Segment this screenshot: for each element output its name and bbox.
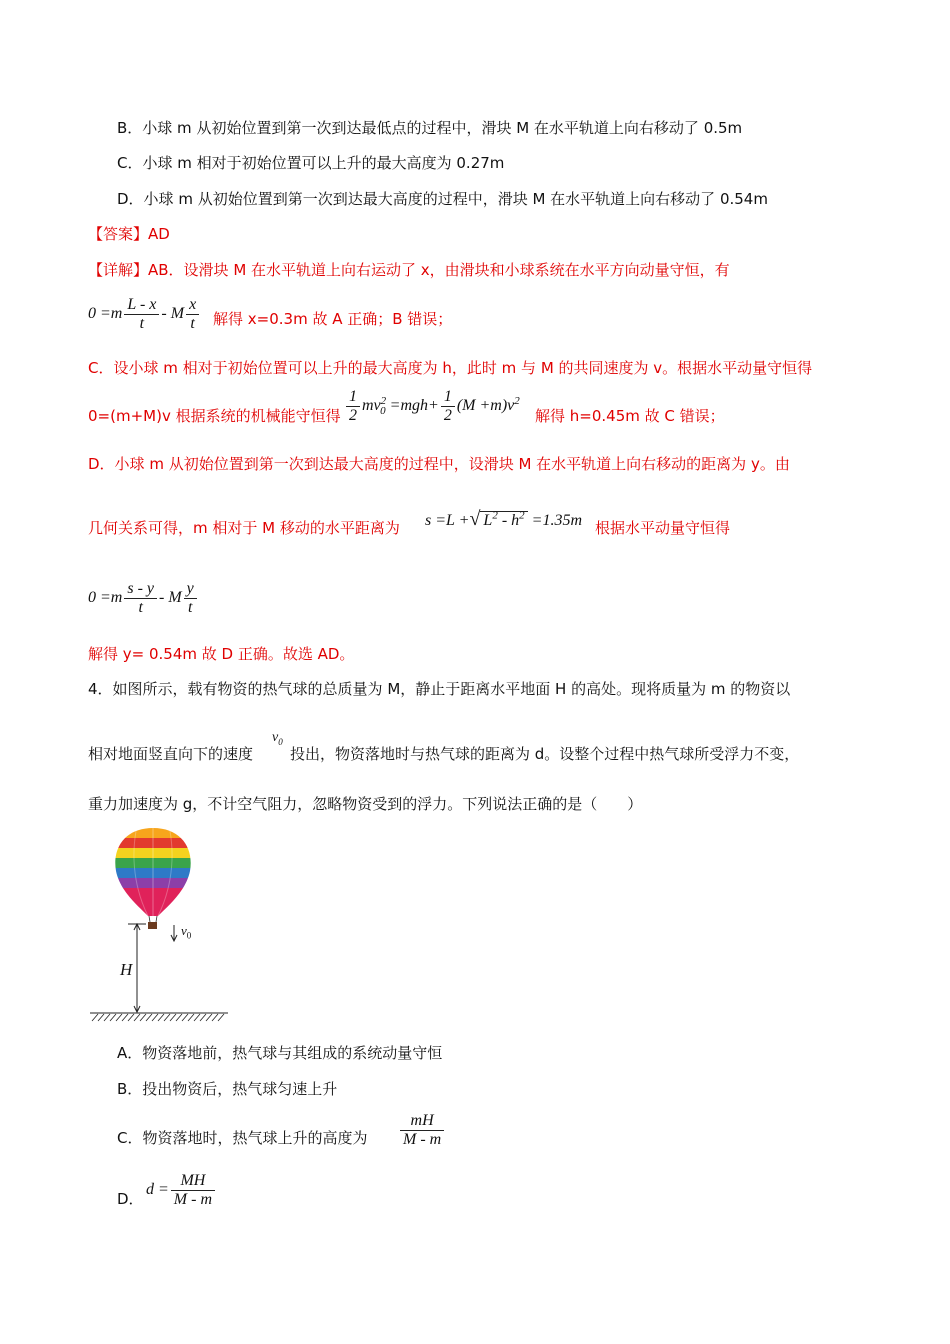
balloon-basket	[148, 922, 157, 929]
q4-option-c: C．物资落地时，热气球上升的高度为	[117, 1129, 368, 1147]
explain-d-result: 解得 y= 0.54m 故 D 正确。故选 AD。	[88, 645, 355, 663]
q3-option-b: B．小球 m 从初始位置到第一次到达最低点的过程中，滑块 M 在水平轨道上向右移动了 0.5m	[117, 119, 743, 137]
explain-d-geom-tail: 根据水平动量守恒得	[595, 519, 731, 537]
explain-d-geom: 几何关系可得，m 相对于 M 移动的水平距离为	[88, 519, 400, 537]
q4-line3: 重力加速度为 g，不计空气阻力，忽略物资受到的浮力。下列说法正确的是（ ）	[88, 795, 643, 813]
q3-option-d: D．小球 m 从初始位置到第一次到达最大高度的过程中，滑块 M 在水平轨道上向右移动了 0.54m	[117, 190, 768, 208]
explain-c-momentum: 0=(m+M)v 根据系统的机械能守恒得	[88, 407, 341, 425]
hot-air-balloon-figure	[86, 826, 236, 1026]
explain-ab-intro: 【详解】AB．设滑块 M 在水平轨道上向右运动了 x，由滑块和小球系统在水平方向动量守恒，有	[88, 261, 730, 279]
q4-option-b: B．投出物资后，热气球匀速上升	[117, 1080, 338, 1098]
formula-eq4: 0 =m $\frac{s - y}{t}$ - M $\frac{y}{t}$	[88, 580, 199, 617]
q4-line1: 4．如图所示，载有物资的热气球的总质量为 M，静止于距离水平地面 H 的高处。现将质量为 m 的物资以	[88, 680, 791, 698]
q4-line2b: 投出，物资落地时与热气球的距离为 d。设整个过程中热气球所受浮力不变，	[290, 745, 800, 763]
q4-v0-symbol: $v_0$	[272, 730, 283, 747]
q4-option-a: A．物资落地前，热气球与其组成的系统动量守恒	[117, 1044, 443, 1062]
formula-eq2: $\frac{1}{2}$ $mv^2_0 =mgh+$ $\frac{1}{2}$ $(M +m)v^2$	[344, 388, 520, 425]
explain-ab-result: 解得 x=0.3m 故 A 正确；B 错误；	[213, 310, 453, 328]
formula-eq1: 0 =m $\frac{L - x}{t}$ - M $\frac{x}{t}$	[88, 296, 201, 333]
explain-c-intro: C．设小球 m 相对于初始位置可以上升的最大高度为 h，此时 m 与 M 的共同速度为 v。根据水平动量守恒得	[88, 359, 813, 377]
q4-line2a: 相对地面竖直向下的速度	[88, 745, 254, 763]
explain-d-intro: D．小球 m 从初始位置到第一次到达最大高度的过程中，设滑块 M 在水平轨道上向右移动的距离为 y。由	[88, 455, 790, 473]
balloon-envelope	[106, 826, 206, 918]
q3-option-c: C．小球 m 相对于初始位置可以上升的最大高度为 0.27m	[117, 154, 505, 172]
answer: 【答案】AD	[88, 225, 170, 243]
formula-opt-d: d = $\frac{MH}{M - m}$	[146, 1172, 217, 1209]
formula-opt-c: $\frac{mH}{M - m}$	[398, 1112, 446, 1149]
q4-option-d: D．	[117, 1190, 144, 1208]
formula-eq3: s =L +√ $L^2 - h^2 =1.35m$	[425, 508, 583, 530]
figure-label-v0: $v_0$	[181, 923, 192, 941]
figure-label-h: H	[120, 960, 133, 979]
explain-c-result: 解得 h=0.45m 故 C 错误；	[535, 407, 725, 425]
